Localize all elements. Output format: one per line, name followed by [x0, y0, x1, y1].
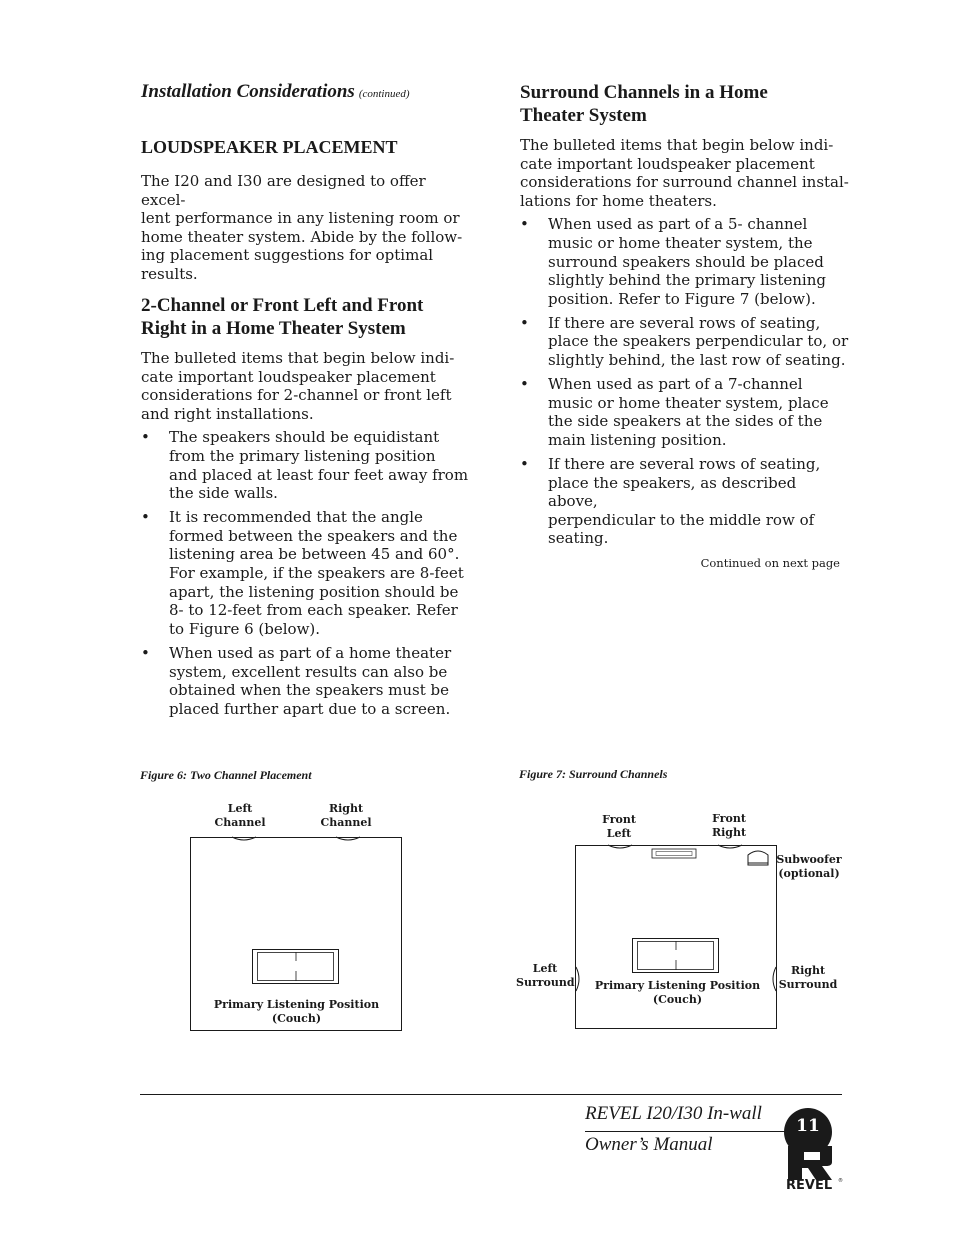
registered-mark: ®: [838, 1178, 843, 1184]
list-item: • The speakers should be equidistant from the primary listening position and placed at least four feet away from the side walls.: [141, 428, 471, 502]
section-title: [141, 81, 471, 103]
surround-section: [520, 81, 850, 553]
surround-intro: The bulleted items that begin below indi- cate important loudspeaker placement considerations for surround channel instal- lations for home theaters.: [520, 136, 849, 210]
fig6-listening-label: Primary Listening Position (Couch): [213, 998, 380, 1025]
footer-subtitle: Owner’s Manual: [585, 1134, 713, 1155]
fig7-left-surround-label: Left Surround: [516, 962, 575, 989]
page-number: 11: [796, 1116, 820, 1136]
fig7-center-speaker-icon: [652, 849, 696, 858]
figure6-caption: Figure 6: Two Channel Placement: [140, 768, 312, 782]
fig6-left-speaker-icon: [232, 837, 256, 840]
fig6-left-channel-label: Left Channel: [214, 802, 266, 829]
surround-heading: Surround Channels in a Home Theater System: [520, 82, 768, 126]
two-channel-heading: 2-Channel or Front Left and Front Right in a Home Theater System: [141, 295, 424, 339]
fig7-right-surround-label: Right Surround: [778, 964, 838, 991]
fig7-subwoofer-label: Subwoofer (optional): [776, 853, 842, 880]
list-item: • If there are several rows of seating, place the speakers, as described above, perpendicular to the middle row of seating.: [520, 455, 850, 548]
two-channel-section: [141, 294, 471, 724]
left-column: [141, 81, 471, 103]
list-item: • When used as part of a 5- channel music or home theater system, the surround speakers should be placed slightly behind the primary listening position. Refer to Figure 7 (below).: [520, 215, 850, 308]
surround-bullets: [520, 215, 850, 548]
fig6-speakers-svg: [190, 835, 402, 847]
fig7-front-left-label: Front Left: [602, 813, 636, 840]
fig6-right-channel-label: Right Channel: [320, 802, 372, 829]
continued-note: (continued): [358, 88, 410, 100]
revel-logo-icon: [786, 1146, 834, 1180]
placement-body: The I20 and I30 are designed to offer excel- lent performance in any listening room or home theater system. Abide by the follow- ing placement suggestions for optimal results.: [141, 172, 463, 283]
placement-heading: LOUDSPEAKER PLACEMENT: [141, 137, 398, 157]
fig7-couch-icon: [632, 938, 720, 974]
section-title-text: Installation Considerations: [141, 81, 355, 102]
fig7-front-right-speaker-icon: [718, 845, 742, 848]
figure7-caption: Figure 7: Surround Channels: [519, 767, 668, 781]
revel-brand: REVEL: [786, 1178, 833, 1193]
list-item: • When used as part of a 7-channel music or home theater system, place the side speakers at the sides of the main listening position.: [520, 375, 850, 449]
fig7-front-right-label: Front Right: [711, 812, 747, 839]
list-item: • It is recommended that the angle formed between the speakers and the listening area be between 45 and 60°. For example, if the speakers are 8-feet apart, the listening position should be 8- to 12-feet from each speaker. Refer to Figure 6 (below).: [141, 508, 471, 638]
list-item: • If there are several rows of seating, place the speakers perpendicular to, or slightly behind, the last row of seating.: [520, 314, 850, 370]
fig7-right-surround-icon: [773, 967, 776, 991]
two-channel-intro: The bulleted items that begin below indi- cate important loudspeaker placement considerations for 2-channel or front left and right installations.: [141, 349, 455, 423]
footer-title: REVEL I20/I30 In-wall: [585, 1103, 762, 1124]
list-item: • When used as part of a home theater system, excellent results can also be obtained when the speakers must be placed further apart due to a screen.: [141, 644, 471, 718]
continued-next-page: Continued on next page: [700, 556, 840, 570]
fig7-front-left-speaker-icon: [608, 845, 632, 848]
fig7-left-surround-icon: [576, 967, 579, 991]
footer-divider: [585, 1131, 785, 1132]
footer-rule: [140, 1094, 842, 1095]
placement-section: [141, 137, 471, 284]
two-channel-bullets: [141, 428, 471, 718]
fig7-listening-label: Primary Listening Position (Couch): [594, 979, 761, 1006]
fig6-right-speaker-icon: [336, 837, 360, 840]
fig6-couch-icon: [252, 949, 340, 985]
